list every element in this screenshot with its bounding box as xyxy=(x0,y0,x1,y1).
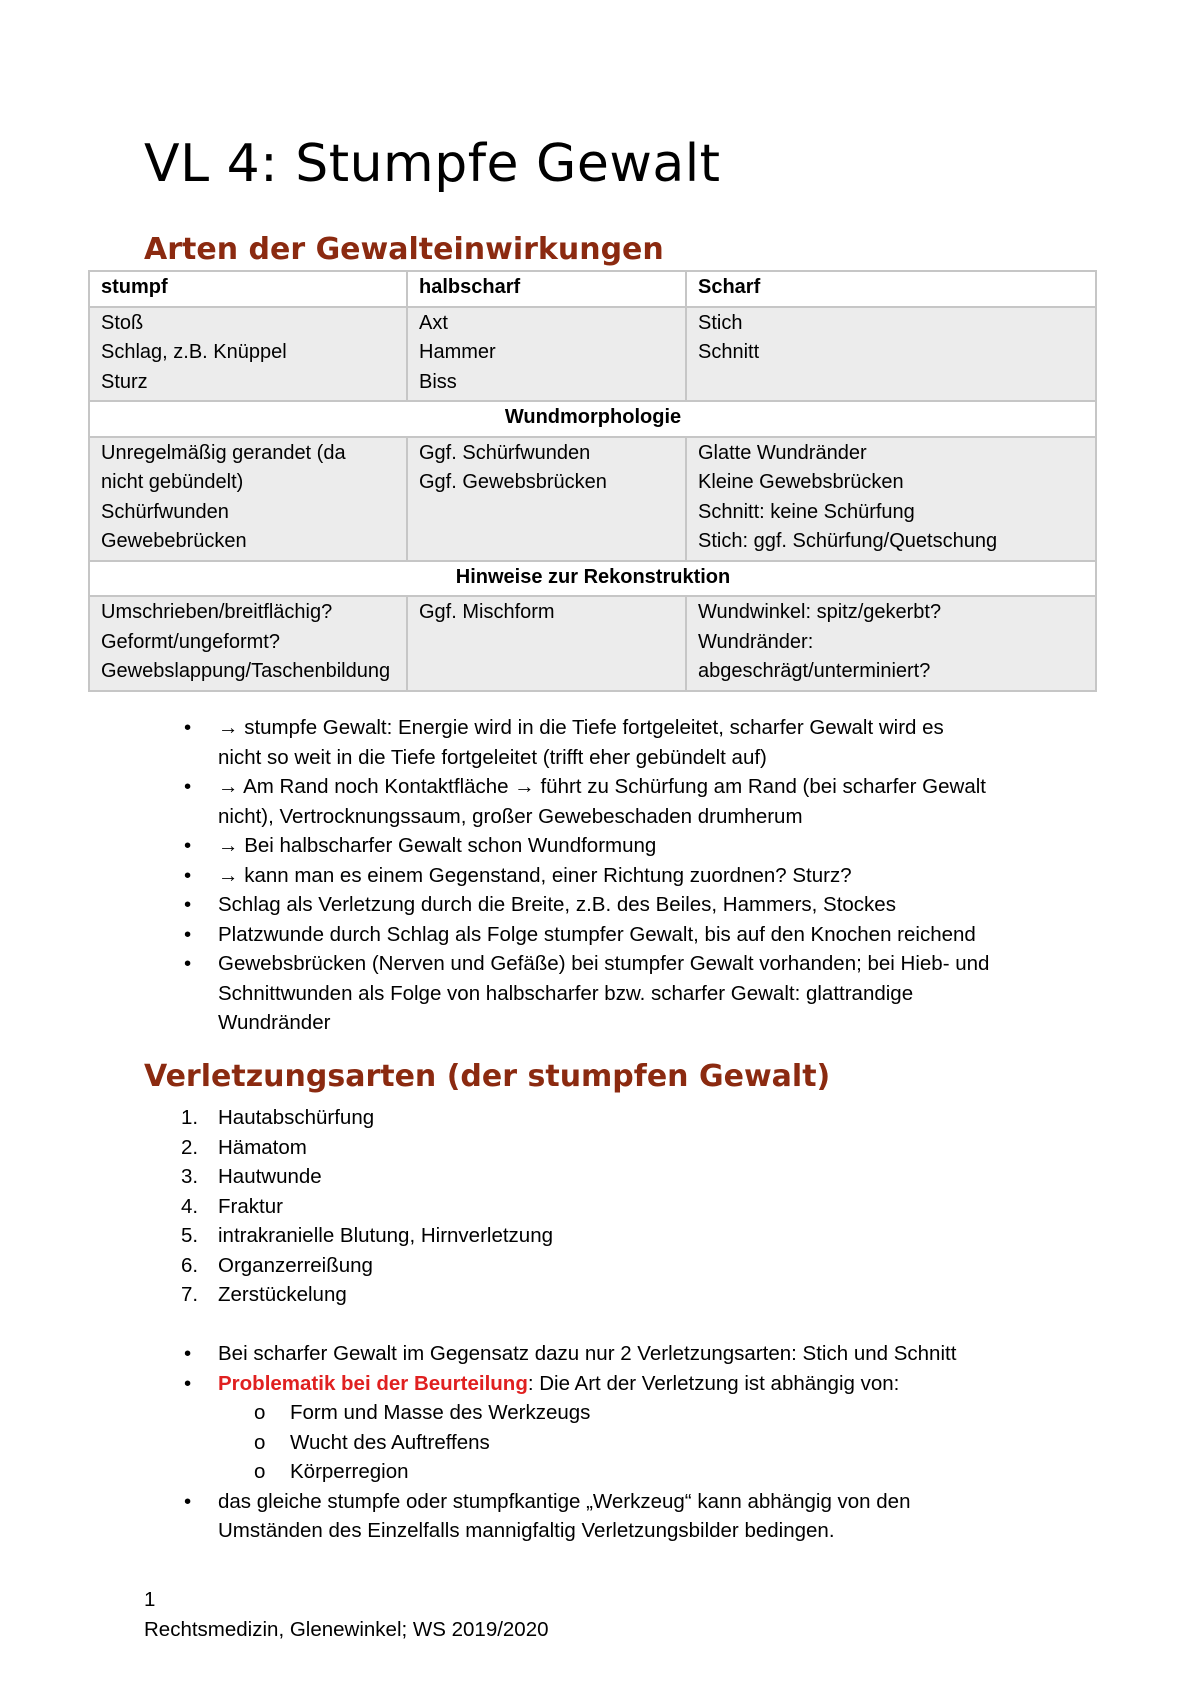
circle-bullet-icon: o xyxy=(254,1430,266,1454)
list-item: 2. Hämatom xyxy=(181,1135,307,1159)
circle-bullet-icon: o xyxy=(254,1401,266,1424)
table-cell: Ggf. Schürfwunden Ggf. Gewebsbrücken xyxy=(407,437,686,561)
list-item: • Schlag als Verletzung durch die Breite, z.B. des Beiles, Hammers, Stockes xyxy=(0,890,989,920)
footer-text: Rechtsmedizin, Glenewinkel; WS 2019/2020 xyxy=(144,1618,549,1641)
list-item: 5. intrakranielle Blutung, Hirnverletzung xyxy=(181,1224,554,1247)
table-cell: Wundwinkel: spitz/gekerbt? Wundränder: abgeschrägt/unterminiert? xyxy=(686,596,1096,691)
header-cell: halbscharf xyxy=(407,271,686,307)
list-item: • Problematik bei der Beurteilung: Die Art der Verletzung ist abhängig von: xyxy=(0,1369,956,1399)
table-cell: Stich Schnitt xyxy=(686,307,1096,402)
ordered-list-injuries xyxy=(0,1103,553,1310)
table-cell: Stoß Schlag, z.B. Knüppel Sturz xyxy=(89,307,407,402)
bullet-list-assessment xyxy=(0,1339,956,1546)
header-cell: stumpf xyxy=(89,271,407,307)
circle-bullet-icon: o xyxy=(254,1460,266,1483)
table-header-row xyxy=(89,271,1096,307)
bullet-icon: • xyxy=(184,1489,192,1513)
list-item: • Platzwunde durch Schlag als Folge stumpfer Gewalt, bis auf den Knochen reichend xyxy=(0,920,989,950)
table-cell: Unregelmäßig gerandet (da nicht gebündelt) Schürfwunden Gewebebrücken xyxy=(89,437,407,561)
highlight-problematik: Problematik bei der Beurteilung xyxy=(218,1371,528,1395)
list-item: 4. Fraktur xyxy=(181,1194,283,1218)
bullet-icon: • xyxy=(184,775,192,798)
table-row xyxy=(89,596,1096,691)
list-item: • Gewebsbrücken (Nerven und Gefäße) bei stumpfer Gewalt vorhanden; bei Hieb- und Schnittwunden als Folge von halbscharfer bzw. scharfer Gewalt: glattrandige Wundränder xyxy=(0,949,989,1038)
table-section-row xyxy=(89,561,1096,597)
list-item: • Bei scharfer Gewalt im Gegensatz dazu nur 2 Verletzungsarten: Stich und Schnitt xyxy=(0,1339,956,1369)
section-heading-verletzungsarten: Verletzungsarten (der stumpfen Gewalt) xyxy=(144,1059,831,1094)
bullet-icon: • xyxy=(184,893,192,916)
list-item: 1. Hautabschürfung xyxy=(181,1106,375,1129)
list-item: • → stumpfe Gewalt: Energie wird in die Tiefe fortgeleitet, scharfer Gewalt wird es nicht so weit in die Tiefe fortgeleitet (trifft eher gebündelt auf) xyxy=(0,713,989,772)
sub-list-item: o Wucht des Auftreffens xyxy=(0,1428,956,1458)
section-title-wundmorphologie: Wundmorphologie xyxy=(89,401,1096,437)
bullet-list-notes xyxy=(0,713,989,1038)
table-cell: Umschrieben/breitflächig? Geformt/ungeformt? Gewebslappung/Taschenbildung xyxy=(89,596,407,691)
bullet-icon: • xyxy=(184,922,192,946)
bullet-icon: • xyxy=(184,834,192,857)
table-row xyxy=(89,307,1096,402)
page-title: VL 4: Stumpfe Gewalt xyxy=(144,134,721,194)
table-cell: Glatte Wundränder Kleine Gewebsbrücken Schnitt: keine Schürfung Stich: ggf. Schürfung/Quetschung xyxy=(686,437,1096,561)
table-cell: Axt Hammer Biss xyxy=(407,307,686,402)
table-row xyxy=(89,437,1096,561)
section-heading-arten: Arten der Gewalteinwirkungen xyxy=(144,232,664,267)
header-cell: Scharf xyxy=(686,271,1096,307)
bullet-icon: • xyxy=(184,716,192,739)
table-cell: Ggf. Mischform xyxy=(407,596,686,691)
list-item: 3. Hautwunde xyxy=(181,1165,322,1188)
bullet-icon: • xyxy=(184,952,192,975)
list-item: 6. Organzerreißung xyxy=(181,1253,373,1277)
table-section-row xyxy=(89,401,1096,437)
page-footer xyxy=(144,1585,549,1645)
page-number: 1 xyxy=(144,1588,156,1611)
sub-list-item: o Körperregion xyxy=(0,1457,956,1487)
section-title-rekonstruktion: Hinweise zur Rekonstruktion xyxy=(89,561,1096,597)
list-item: • das gleiche stumpfe oder stumpfkantige „Werkzeug“ kann abhängig von den Umständen des Einzelfalls mannigfaltig Verletzungsbilder bedingen. xyxy=(0,1487,956,1546)
bullet-icon: • xyxy=(184,863,192,887)
list-item: • → kann man es einem Gegenstand, einer Richtung zuordnen? Sturz? xyxy=(0,861,989,891)
list-item: • → Am Rand noch Kontaktfläche → führt zu Schürfung am Rand (bei scharfer Gewalt nicht), Vertrocknungssaum, großer Gewebeschaden drumherum xyxy=(0,772,989,831)
list-item: 7. Zerstückelung xyxy=(181,1283,347,1306)
list-item: • → Bei halbscharfer Gewalt schon Wundformung xyxy=(0,831,989,861)
bullet-icon: • xyxy=(184,1371,192,1395)
violence-types-table xyxy=(88,270,1097,692)
bullet-icon: • xyxy=(184,1342,192,1365)
sub-list-item: o Form und Masse des Werkzeugs xyxy=(0,1398,956,1428)
